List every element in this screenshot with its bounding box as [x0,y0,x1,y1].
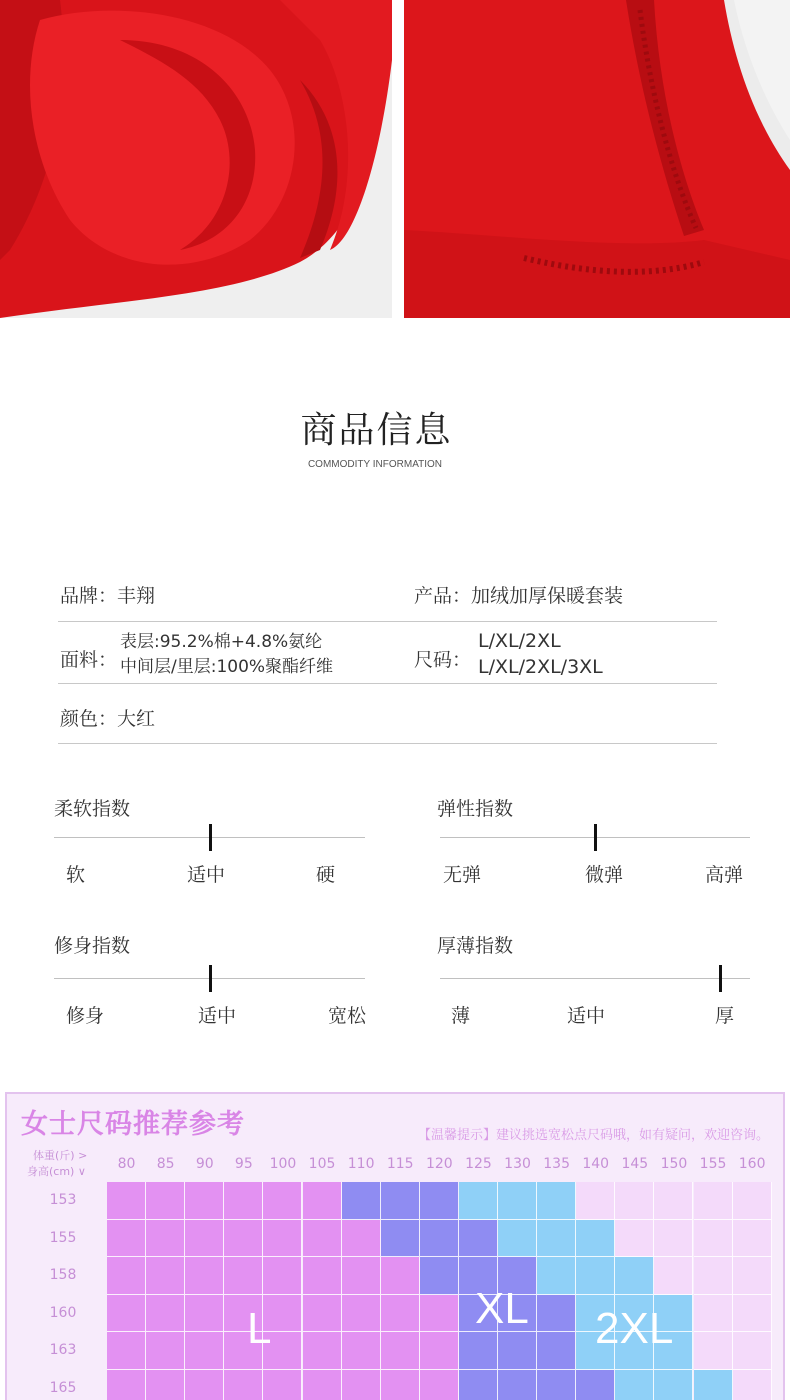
softness-label-low: 软 [66,864,86,886]
weight-header: 155 [694,1146,733,1182]
size-cell-l [381,1370,420,1400]
size-cell-l [185,1220,224,1258]
size-cell-l [342,1295,381,1333]
size-cell-2xl [615,1257,654,1295]
corner-weight-label: 体重(斤) [33,1149,75,1162]
size-cell-l [224,1182,263,1220]
size-cell-none [654,1220,693,1258]
fleece-seam-image [404,0,790,318]
elasticity-label-mid: 微弹 [585,864,624,886]
thickness-index-title: 厚薄指数 [437,935,514,957]
size-cell-xl [537,1332,576,1370]
size-cell-l [342,1257,381,1295]
size-cell-xl [576,1370,615,1400]
size-cell-l [303,1370,342,1400]
size-cell-xl [459,1220,498,1258]
size-cell-xl [420,1182,459,1220]
size-cell-l [381,1257,420,1295]
weight-header: 90 [185,1146,224,1182]
fit-label-low: 修身 [66,1005,105,1027]
size-cell-l [342,1370,381,1400]
size-cell-2xl [498,1182,537,1220]
weight-header: 80 [107,1146,146,1182]
size-cell-2xl [615,1370,654,1400]
size-cell-none [733,1370,772,1400]
size-cell-l [107,1182,146,1220]
size-chart-title: 女士尺码推荐参考 [21,1109,245,1140]
size-cell-l [420,1332,459,1370]
height-row-label: 163 [49,1342,77,1358]
fit-level-marker [209,965,212,992]
size-cell-xl [381,1182,420,1220]
weight-header: 95 [224,1146,263,1182]
size-line-2: L/XL/2XL/3XL [478,656,603,678]
size-cell-xl [498,1370,537,1400]
color-field [60,704,155,731]
size-cell-xl [459,1370,498,1400]
fabric-line-2: 中间层/里层:100%聚酯纤维 [120,657,334,677]
weight-header: 100 [263,1146,302,1182]
size-cell-xl [498,1332,537,1370]
size-cell-2xl [654,1370,693,1400]
fabric-value [120,630,333,680]
size-cell-l [263,1182,302,1220]
weight-header: 130 [498,1146,537,1182]
size-cell-l [420,1295,459,1333]
size-cell-xl [381,1220,420,1258]
thickness-label-low: 薄 [451,1005,471,1027]
size-cell-l [185,1332,224,1370]
fabric-label: 面料： [60,649,118,671]
thickness-scale-line [440,978,750,979]
weight-header: 110 [342,1146,381,1182]
softness-level-marker [209,824,212,851]
size-cell-l [185,1257,224,1295]
weight-header: 125 [459,1146,498,1182]
fabric-line-1: 表层:95.2%棉+4.8%氨纶 [120,632,323,652]
height-row-label: 160 [49,1304,77,1321]
corner-height-label: 身高(cm) [27,1165,75,1178]
size-cell-l [224,1220,263,1258]
zone-label-xl: XL [475,1284,529,1333]
size-cell-2xl [537,1257,576,1295]
size-cell-l [303,1332,342,1370]
weight-header: 105 [303,1146,342,1182]
size-chart-tip: 【温馨提示】建议挑选宽松点尺码哦，如有疑问，欢迎咨询。 [417,1128,769,1143]
color-value: 大红 [117,708,156,730]
fit-index-title: 修身指数 [54,935,131,957]
size-cell-none [733,1332,772,1370]
weight-header: 160 [733,1146,772,1182]
size-chart-corner [19,1146,107,1182]
height-row-label: 153 [49,1192,77,1208]
size-cell-none [694,1257,733,1295]
weight-header: 140 [576,1146,615,1182]
height-label-column [19,1182,107,1400]
corner-arrow-down: ∨ [77,1165,86,1178]
corner-arrow-right: > [78,1149,88,1162]
size-cell-none [733,1220,772,1258]
softness-index-title: 柔软指数 [54,798,131,820]
softness-label-mid: 适中 [187,864,226,886]
weight-header: 115 [381,1146,420,1182]
size-cell-l [303,1295,342,1333]
thickness-label-high: 厚 [715,1005,735,1027]
size-cell-l [185,1370,224,1400]
size-cell-xl [537,1370,576,1400]
size-cell-none [576,1182,615,1220]
size-cell-none [654,1257,693,1295]
weight-header: 150 [654,1146,693,1182]
size-cell-l [146,1257,185,1295]
size-cell-l [342,1220,381,1258]
size-cell-l [146,1182,185,1220]
size-cell-none [615,1182,654,1220]
size-cell-l [146,1370,185,1400]
size-cell-2xl [576,1257,615,1295]
fleece-cuff-image [0,0,392,318]
size-cell-l [107,1220,146,1258]
brand-value: 丰翔 [117,585,156,607]
size-cell-xl [537,1295,576,1333]
size-cell-none [733,1182,772,1220]
zone-label-l: L [247,1304,272,1353]
size-cell-2xl [537,1220,576,1258]
size-cell-l [303,1220,342,1258]
section-title: 商品信息 [300,410,453,451]
elasticity-label-low: 无弹 [443,864,482,886]
size-cell-xl [420,1220,459,1258]
elasticity-label-high: 高弹 [705,864,744,886]
zone-label-2xl: 2XL [595,1304,674,1353]
size-cell-l [185,1295,224,1333]
size-label: 尺码： [414,649,472,671]
size-cell-2xl [498,1220,537,1258]
size-line-1: L/XL/2XL [478,630,561,652]
size-cell-none [615,1220,654,1258]
size-cell-l [342,1332,381,1370]
elasticity-level-marker [594,824,597,851]
section-subtitle: COMMODITY INFORMATION [307,459,443,470]
size-cell-none [654,1182,693,1220]
size-cell-l [107,1295,146,1333]
size-cell-none [694,1295,733,1333]
thickness-label-mid: 适中 [567,1005,606,1027]
weight-header: 135 [537,1146,576,1182]
size-cell-l [381,1332,420,1370]
size-cell-2xl [459,1182,498,1220]
size-cell-xl [459,1332,498,1370]
product-field [414,581,623,608]
height-row-label: 165 [49,1379,77,1396]
size-cell-l [146,1295,185,1333]
size-cell-l [146,1332,185,1370]
size-cell-2xl [576,1220,615,1258]
product-value: 加绒加厚保暖套装 [471,585,624,607]
thickness-level-marker [719,965,722,992]
product-photo-seam [404,0,790,318]
size-cell-none [694,1220,733,1258]
height-row-label: 158 [49,1267,77,1283]
softness-label-high: 硬 [316,864,336,886]
size-cell-none [733,1257,772,1295]
elasticity-index-title: 弹性指数 [437,798,514,820]
size-cell-xl [342,1182,381,1220]
size-cell-l [381,1295,420,1333]
fit-label-mid: 适中 [198,1005,237,1027]
size-cell-l [420,1370,459,1400]
size-cell-none [694,1332,733,1370]
size-cell-l [107,1370,146,1400]
size-cell-l [146,1220,185,1258]
size-cell-l [263,1370,302,1400]
size-cell-l [224,1257,263,1295]
size-cell-xl [420,1257,459,1295]
size-cell-l [107,1332,146,1370]
info-row-color [58,684,717,744]
height-row-label: 155 [49,1229,77,1246]
weight-header: 120 [420,1146,459,1182]
size-cell-l [263,1220,302,1258]
brand-label: 品牌： [60,585,118,607]
product-photo-cuff [0,0,392,318]
size-cell-none [694,1182,733,1220]
brand-field [60,581,155,608]
weight-header: 145 [615,1146,654,1182]
size-cell-none [733,1295,772,1333]
size-cell-l [185,1182,224,1220]
fit-label-high: 宽松 [328,1005,367,1027]
size-cell-l [303,1257,342,1295]
color-label: 颜色： [60,708,118,730]
size-cell-2xl [537,1182,576,1220]
size-value [478,628,603,680]
size-cell-2xl [694,1370,733,1400]
size-cell-l [263,1257,302,1295]
weight-header: 85 [146,1146,185,1182]
size-cell-l [224,1370,263,1400]
size-cell-l [303,1182,342,1220]
size-recommendation-chart [5,1092,785,1400]
size-cell-l [107,1257,146,1295]
product-label: 产品： [414,585,472,607]
